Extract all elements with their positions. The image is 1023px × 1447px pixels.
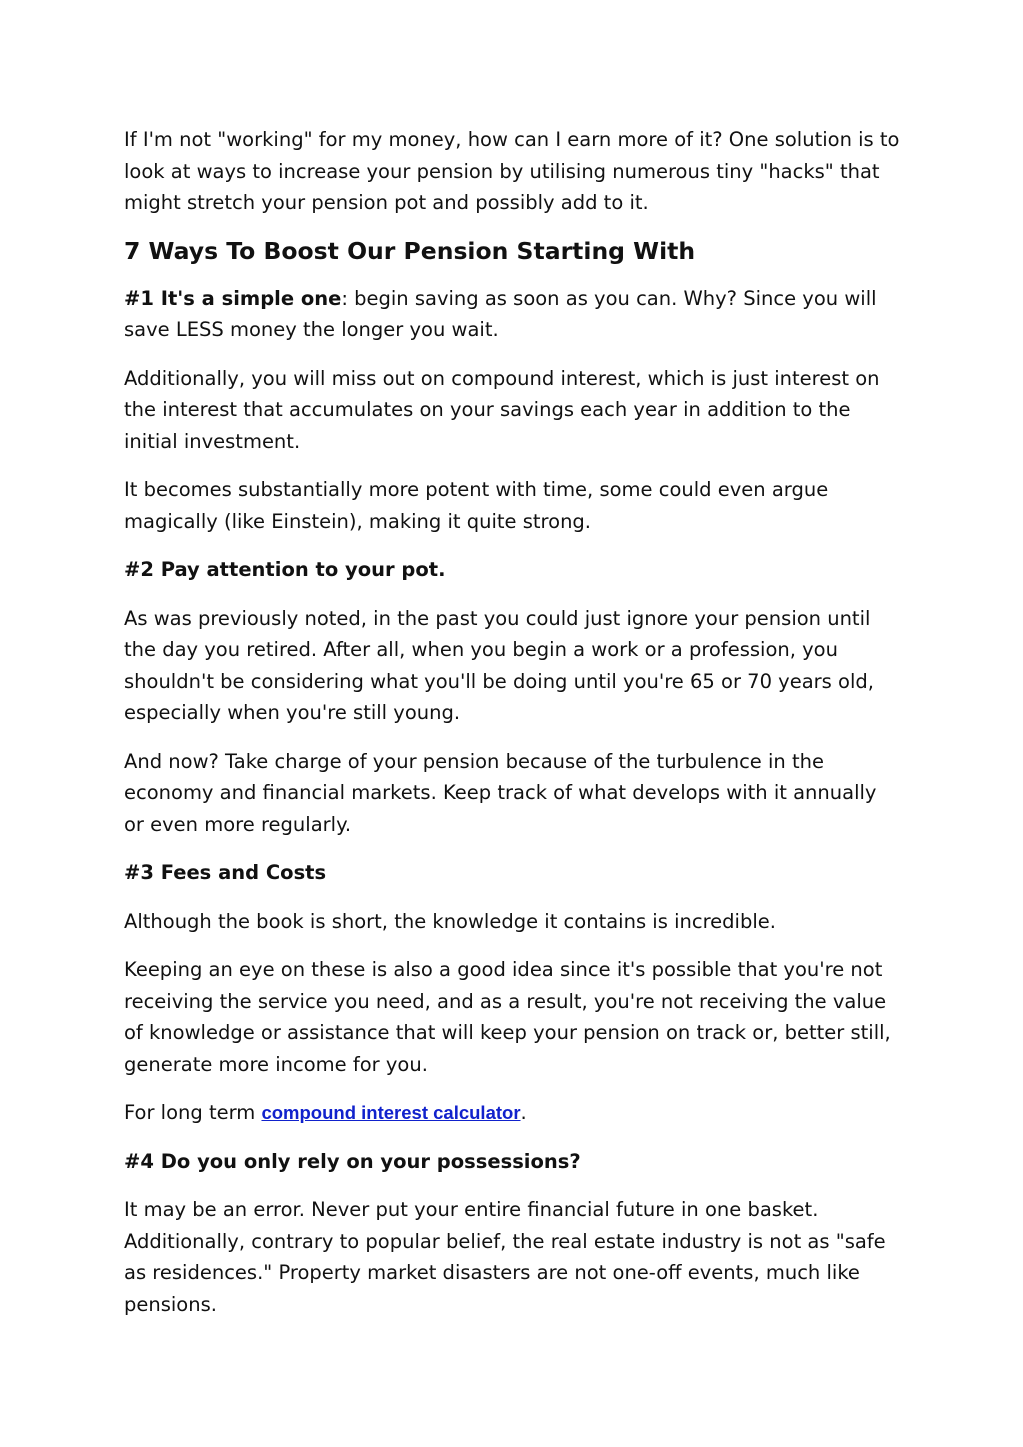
tip3-title: #3 Fees and Costs <box>124 861 327 884</box>
tip1-text: : begin saving as soon as you can. Why? Since you will save LESS money the longer you wait. <box>124 286 877 341</box>
calculator-prefix: For long term <box>124 1101 262 1124</box>
calculator-suffix: . <box>520 1101 527 1124</box>
potent-paragraph: It becomes substantially more potent with time, some could even argue magically (like Einstein), making it quite strong. <box>124 478 829 533</box>
document-page <box>124 124 900 1337</box>
tip1-title: #1 It's a simple one <box>124 286 342 310</box>
noted-paragraph: As was previously noted, in the past you could just ignore your pension until the day you retired. After all, when you begin a work or a profession, you shouldn't be considering what you'll be doing until you're 65 or 70 years old, especially when you're still young. <box>124 606 874 724</box>
compound-paragraph: Additionally, you will miss out on compound interest, which is just interest on the interest that accumulates on your savings each year in addition to the initial investment. <box>124 366 880 453</box>
tip1-paragraph <box>124 283 900 346</box>
calculator-paragraph <box>124 1097 900 1129</box>
section-heading: 7 Ways To Boost Our Pension Starting With <box>124 236 696 265</box>
compound-interest-calculator-link[interactable]: compound interest calculator <box>261 1102 521 1123</box>
tip2-title: #2 Pay attention to your pot. <box>124 558 446 581</box>
now-paragraph: And now? Take charge of your pension because of the turbulence in the economy and financial markets. Keep track of what develops with it annually or even more regularly. <box>124 749 877 836</box>
error-paragraph: It may be an error. Never put your entire financial future in one basket. Additionally, contrary to popular belief, the real estate industry is not as "safe as residences." Property market disasters are not one-off events, much like pensions. <box>124 1198 886 1316</box>
tip4-title: #4 Do you only rely on your possessions? <box>124 1149 581 1173</box>
intro-paragraph: If I'm not "working" for my money, how can I earn more of it? One solution is to look at ways to increase your pension by utilising numerous tiny "hacks" that might stretch your pension pot and possibly add to it. <box>124 128 900 214</box>
eye-paragraph: Keeping an eye on these is also a good idea since it's possible that you're not receiving the service you need, and as a result, you're not receiving the value of knowledge or assistance that will keep your pension on track or, better still, generate more income for you. <box>124 958 891 1076</box>
book-paragraph: Although the book is short, the knowledge it contains is incredible. <box>124 909 776 933</box>
